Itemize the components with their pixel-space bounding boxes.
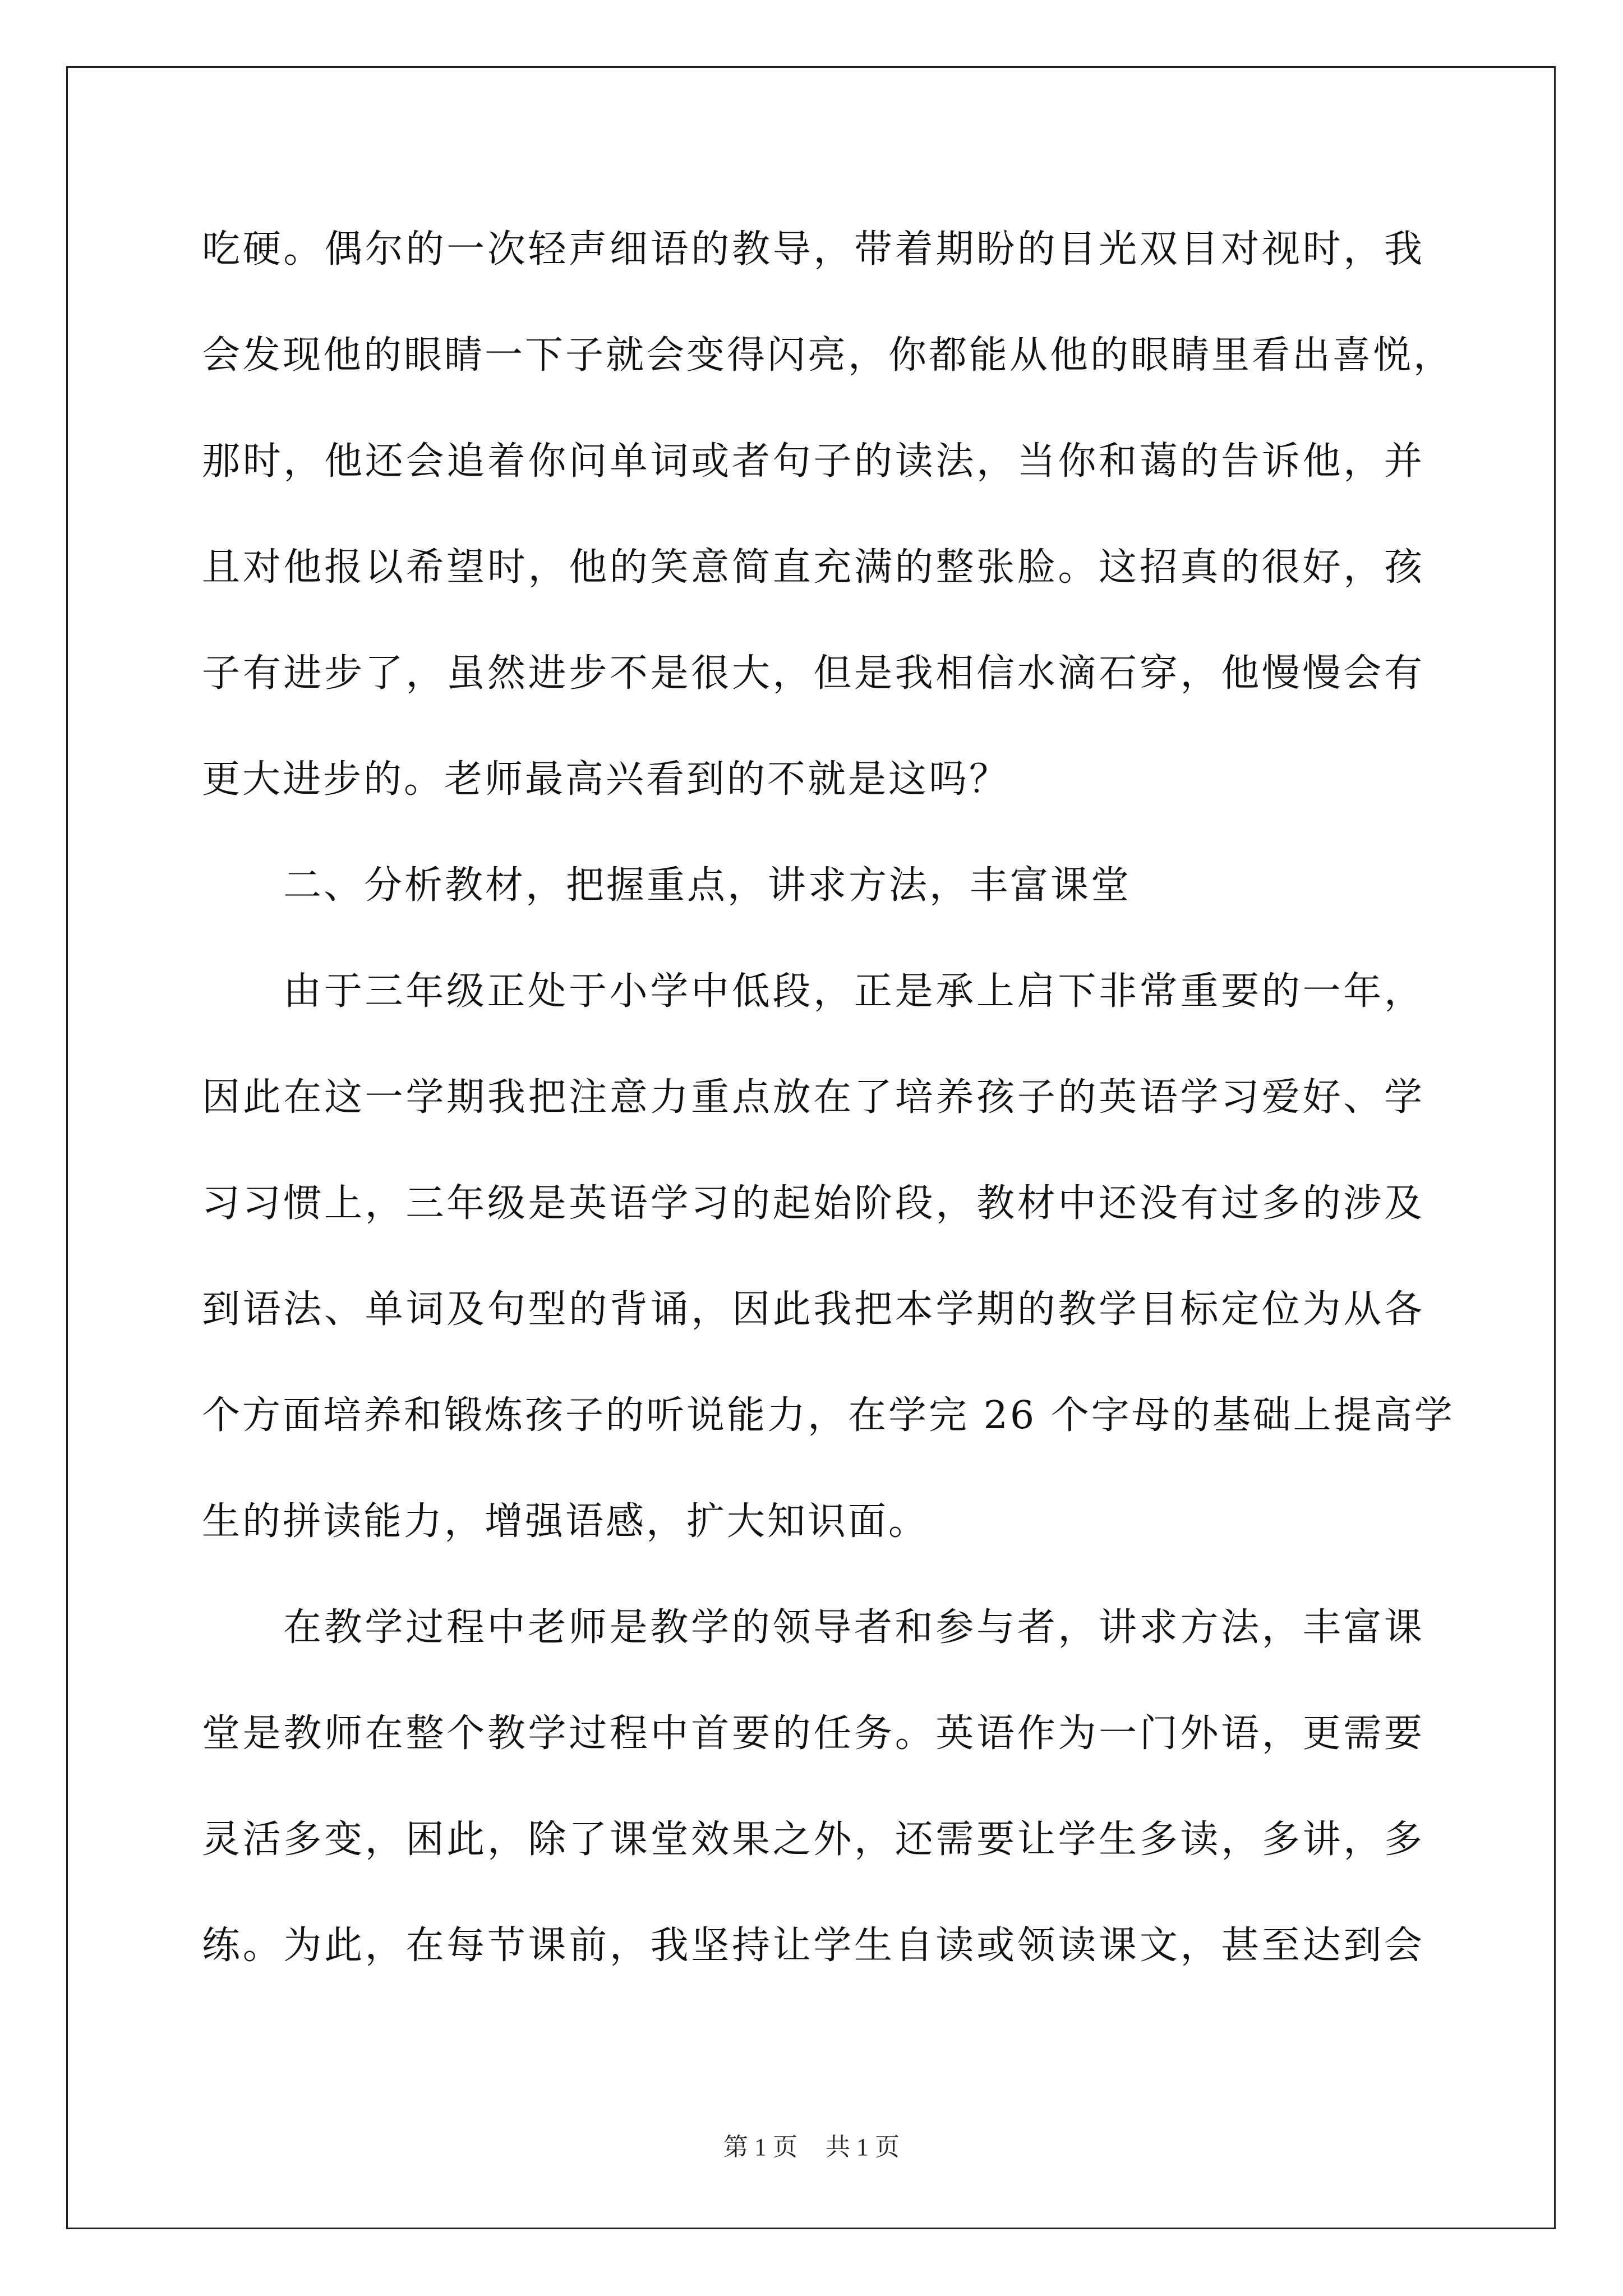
text-line: 生的拼读能力，增强语感，扩大知识面。: [202, 1499, 929, 1544]
page-border: [66, 66, 1556, 2229]
text-line: 那时，他还会追着你问单词或者句子的读法，当你和蔼的告诉他，并: [202, 439, 1424, 484]
text-line: 会发现他的眼睛一下子就会变得闪亮，你都能从他的眼睛里看出喜悦，: [202, 333, 1454, 378]
text-line: 在教学过程中老师是教学的领导者和参与者，讲求方法，丰富课: [283, 1605, 1424, 1650]
text-line: 个方面培养和锻炼孩子的听说能力，在学完 26 个字母的基础上提高学: [202, 1393, 1455, 1438]
text-line: 因此在这一学期我把注意力重点放在了培养孩子的英语学习爱好、学: [202, 1075, 1424, 1120]
text-line: 由于三年级正处于小学中低段，正是承上启下非常重要的一年，: [283, 969, 1424, 1014]
page-number-total: 共 1 页: [826, 2133, 900, 2161]
text-line: 更大进步的。老师最高兴看到的不就是这吗？: [202, 757, 1010, 802]
text-line: 到语法、单词及句型的背诵，因此我把本学期的教学目标定位为从各: [202, 1287, 1424, 1332]
page-footer: [0, 2131, 1623, 2164]
text-line: 堂是教师在整个教学过程中首要的任务。英语作为一门外语，更需要: [202, 1711, 1424, 1756]
text-line: 习习惯上，三年级是英语学习的起始阶段，教材中还没有过多的涉及: [202, 1181, 1424, 1226]
text-line: 子有进步了，虽然进步不是很大，但是我相信水滴石穿，他慢慢会有: [202, 651, 1424, 696]
page-number-current: 第 1 页: [723, 2133, 797, 2161]
text-line: 且对他报以希望时，他的笑意简直充满的整张脸。这招真的很好，孩: [202, 545, 1424, 590]
text-line: 练。为此，在每节课前，我坚持让学生自读或领读课文，甚至达到会: [202, 1924, 1424, 1968]
text-line: 吃硬。偶尔的一次轻声细语的教导，带着期盼的目光双目对视时，我: [202, 227, 1424, 272]
section-heading: 二、分析教材，把握重点，讲求方法，丰富课堂: [283, 863, 1132, 908]
text-line: 灵活多变，困此，除了课堂效果之外，还需要让学生多读，多讲，多: [202, 1818, 1424, 1862]
